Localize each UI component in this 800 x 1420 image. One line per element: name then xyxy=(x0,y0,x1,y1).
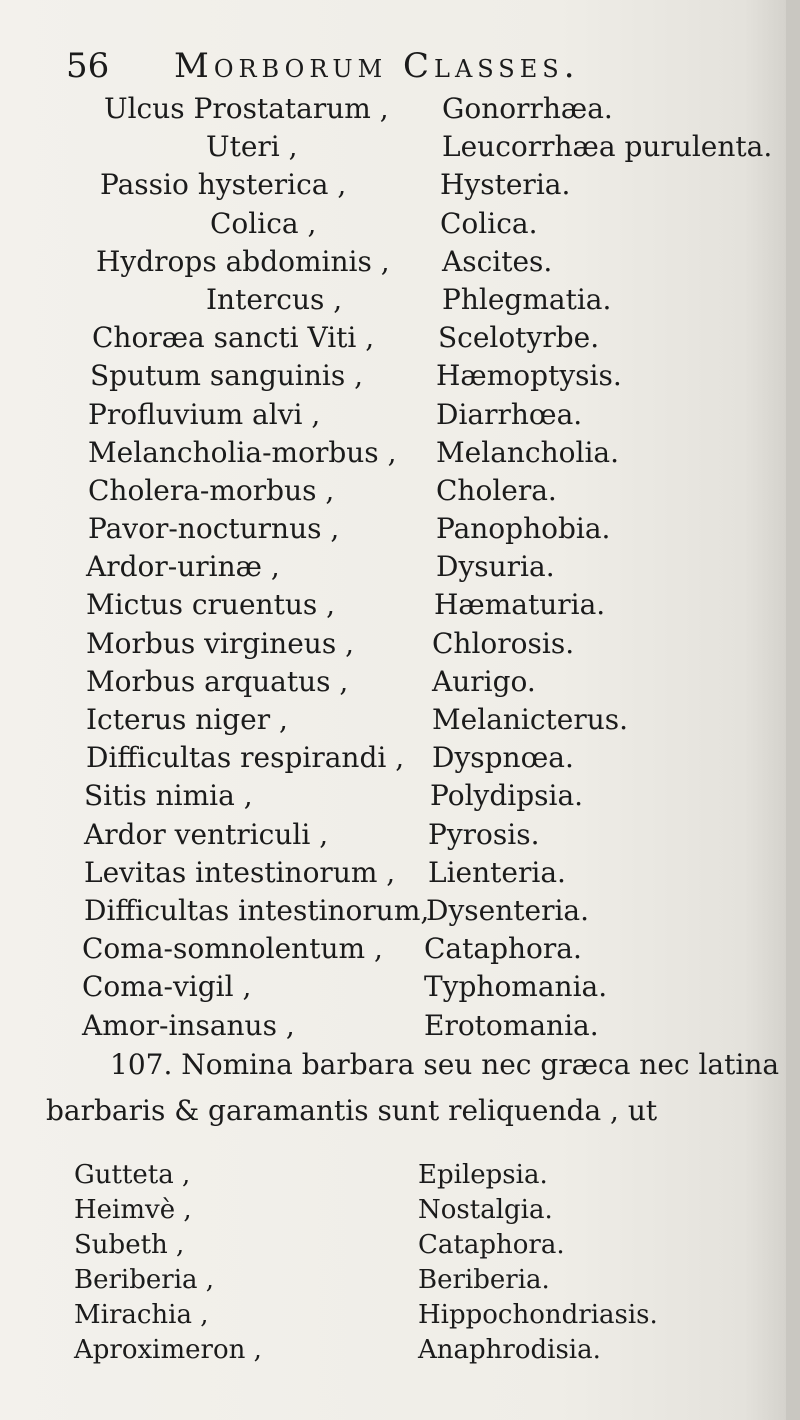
greek-name: Dyspnœa. xyxy=(432,741,574,775)
latin-name: Melancholia-morbus , xyxy=(88,435,397,469)
table-row xyxy=(0,930,800,968)
table-row xyxy=(0,854,800,892)
greek-name: Leucorrhæa purulenta. xyxy=(442,130,773,164)
proper-name: Beriberia. xyxy=(418,1265,550,1295)
latin-name: Coma-somnolentum , xyxy=(82,932,383,966)
paragraph-line-1: 107. Nomina barbara seu nec græca nec latina xyxy=(110,1048,780,1081)
table-row xyxy=(0,548,800,586)
barbarous-name: Beriberia , xyxy=(74,1265,215,1295)
table-row xyxy=(0,319,800,357)
greek-name: Dysuria. xyxy=(436,550,555,584)
greek-name: Scelotyrbe. xyxy=(438,321,600,355)
table-row xyxy=(0,1263,800,1298)
latin-name: Colica , xyxy=(210,206,317,240)
table-row xyxy=(0,472,800,510)
greek-name: Hysteria. xyxy=(440,168,571,202)
greek-name: Lienteria. xyxy=(428,855,566,889)
table-row xyxy=(0,396,800,434)
latin-name: Profluvium alvi , xyxy=(88,397,321,431)
proper-name: Hippochondriasis. xyxy=(418,1300,658,1330)
proper-name: Epilepsia. xyxy=(418,1160,548,1190)
table-row xyxy=(0,586,800,624)
proper-name: Anaphrodisia. xyxy=(418,1335,601,1365)
table-row xyxy=(0,90,800,128)
barbarous-name: Heimvè , xyxy=(74,1195,192,1225)
table-row xyxy=(0,128,800,166)
greek-name: Panophobia. xyxy=(436,512,611,546)
table-row xyxy=(0,1158,800,1193)
greek-name: Ascites. xyxy=(442,244,553,278)
table-row xyxy=(0,510,800,548)
greek-name: Gonorrhæa. xyxy=(442,92,613,125)
proper-name: Cataphora. xyxy=(418,1230,565,1260)
latin-name: Difficultas respirandi , xyxy=(86,741,405,775)
latin-name: Intercus , xyxy=(206,282,343,316)
barbarous-name: Mirachia , xyxy=(74,1300,209,1330)
greek-name: Dysenteria. xyxy=(426,893,589,927)
table-row xyxy=(0,625,800,663)
table-row xyxy=(0,1228,800,1263)
table-row xyxy=(0,739,800,777)
latin-name: Icterus niger , xyxy=(86,703,288,736)
latin-name: Coma-vigil , xyxy=(82,970,252,1004)
greek-name: Chlorosis. xyxy=(432,626,575,660)
barbarous-name: Subeth , xyxy=(74,1230,185,1260)
greek-name: Diarrhœa. xyxy=(436,397,583,431)
table-row xyxy=(0,166,800,204)
paragraph-107 xyxy=(46,1042,780,1134)
latin-name: Choræa sancti Viti , xyxy=(92,321,375,355)
greek-name: Erotomania. xyxy=(424,1008,599,1042)
greek-name: Typhomania. xyxy=(424,970,608,1004)
latin-name: Passio hysterica , xyxy=(100,168,347,202)
disease-name-table xyxy=(0,90,800,1045)
latin-name: Ardor-urinæ , xyxy=(86,550,280,584)
table-row xyxy=(0,1333,800,1368)
table-row xyxy=(0,1298,800,1333)
greek-name: Polydipsia. xyxy=(430,779,584,813)
table-row xyxy=(0,701,800,739)
latin-name: Morbus arquatus , xyxy=(86,664,349,698)
table-row xyxy=(0,892,800,930)
latin-name: Pavor-nocturnus , xyxy=(88,512,340,546)
latin-name: Ardor ventriculi , xyxy=(84,817,329,851)
greek-name: Melancholia. xyxy=(436,435,619,469)
table-row xyxy=(0,968,800,1006)
table-row xyxy=(0,281,800,319)
latin-name: Morbus virgineus , xyxy=(86,626,354,660)
table-row xyxy=(0,663,800,701)
latin-name: Levitas intestinorum , xyxy=(84,855,396,889)
latin-name: Mictus cruentus , xyxy=(86,588,336,622)
greek-name: Phlegmatia. xyxy=(442,282,612,316)
latin-name: Cholera-morbus , xyxy=(88,473,335,507)
table-row xyxy=(0,243,800,281)
greek-name: Aurigo. xyxy=(432,664,536,698)
latin-name: Ulcus Prostatarum , xyxy=(104,92,389,125)
barbarous-name: Aproximeron , xyxy=(74,1335,262,1365)
greek-name: Cholera. xyxy=(436,473,557,507)
running-title: Morborum Classes. xyxy=(174,46,580,86)
latin-name: Uteri , xyxy=(206,130,298,164)
page-number: 56 xyxy=(66,46,110,86)
table-row xyxy=(0,1193,800,1228)
barbarous-name-table xyxy=(0,1158,800,1368)
greek-name: Hæmaturia. xyxy=(434,588,606,622)
greek-name: Melanicterus. xyxy=(432,703,629,736)
proper-name: Nostalgia. xyxy=(418,1195,553,1225)
latin-name: Sputum sanguinis , xyxy=(90,359,364,393)
greek-name: Pyrosis. xyxy=(428,817,540,851)
table-row xyxy=(0,1007,800,1045)
table-row xyxy=(0,434,800,472)
table-row xyxy=(0,357,800,395)
table-row xyxy=(0,816,800,854)
table-row xyxy=(0,777,800,815)
greek-name: Cataphora. xyxy=(424,932,582,966)
latin-name: Sitis nimia , xyxy=(84,779,253,813)
barbarous-name: Gutteta , xyxy=(74,1160,191,1190)
table-row xyxy=(0,205,800,243)
greek-name: Colica. xyxy=(440,206,538,240)
latin-name: Hydrops abdominis , xyxy=(96,244,390,278)
paragraph-line-2: barbaris & garamantis sunt reliquenda , ut xyxy=(46,1094,658,1127)
latin-name: Difficultas intestinorum, xyxy=(84,893,430,927)
latin-name: Amor-insanus , xyxy=(82,1008,295,1042)
greek-name: Hæmoptysis. xyxy=(436,359,622,393)
